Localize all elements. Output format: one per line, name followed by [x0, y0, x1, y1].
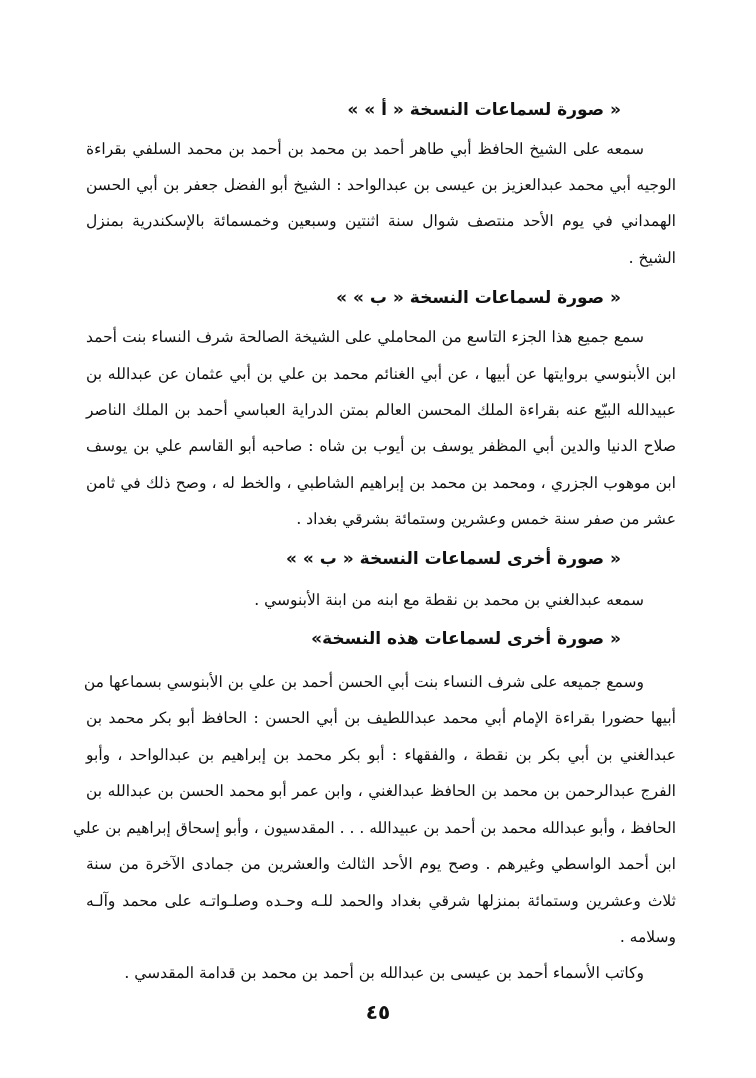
- text-line: الوجيه أبي محمد عبدالعزيز بن عيسى بن عبدالواحد : الشيخ أبو الفضل جعفر بن أبي الحسن: [86, 176, 676, 194]
- page-number: ٤٥: [365, 1000, 391, 1024]
- closing-line: وكاتب الأسماء أحمد بن عيسى بن عبدالله بن أحمد بن محمد بن قدامة المقدسي .: [124, 964, 644, 982]
- text-line: الفرج عبدالرحمن بن محمد بن الحافظ عبدالغني ، وابن عمر أبو محمد الحسن بن عبدالله بن: [86, 782, 676, 800]
- text-line: ثلاث وعشرين وستمائة بمنزلها شرقي بغداد والحمد للـه وحـده وصلـواتـه على محمد وآلـه: [86, 892, 676, 910]
- text-line: الشيخ .: [628, 249, 676, 267]
- text-line: سمعه على الشيخ الحافظ أبي طاهر أحمد بن محمد بن أحمد بن محمد السلفي بقراءة: [86, 140, 644, 158]
- text-line: عبدالغني بن أبي بكر بن نقطة ، والفقهاء : أبو بكر محمد بن إبراهيم بن عبدالواحد ، وأبو: [86, 746, 676, 764]
- text-line: أبيها حضورا بقراءة الإمام أبي محمد عبداللطيف بن أبي الحسن : الحافظ أبو بكر محمد بن: [86, 709, 676, 727]
- section-heading-b: « صورة لسماعات النسخة « ب » »: [336, 288, 621, 308]
- text-line: ابن أحمد الواسطي وغيرهم . وصح يوم الأحد الثالث والعشرين من جمادى الآخرة من سنة: [86, 855, 676, 873]
- section-heading-this-copy: « صورة أخرى لسماعات هذه النسخة»: [311, 629, 621, 649]
- text-line: الحافظ ، وأبو عبدالله محمد بن أحمد بن عبيدالله . . . المقدسيون ، وأبو إسحاق إبراهيم بن علي: [72, 819, 676, 837]
- text-line: ابن الأبنوسي بروايتها عن أبيها ، عن أبي الغنائم محمد بن علي بن أبي عثمان عن عبدالله بن: [86, 365, 676, 383]
- text-line: صلاح الدنيا والدين أبي المظفر يوسف بن أيوب بن شاه : صاحبه أبو القاسم علي بن يوسف: [86, 437, 676, 455]
- text-line: سمع جميع هذا الجزء التاسع من المحاملي على الشيخة الصالحة شرف النساء بنت أحمد: [86, 328, 644, 346]
- section-heading-a: « صورة لسماعات النسخة « أ » »: [347, 100, 621, 120]
- text-line: عبيدالله البيّع عنه بقراءة الملك المحسن العالم بمتن الدراية العباسي أحمد بن الملك الناصر: [86, 401, 676, 419]
- text-line: ابن موهوب الجزري ، ومحمد بن محمد بن إبراهيم الشاطبي ، والخط له ، وصح ذلك في ثامن: [86, 474, 676, 492]
- text-line: وسمع جميعه على شرف النساء بنت أبي الحسن أحمد بن علي بن الأبنوسي بسماعها من: [83, 673, 644, 691]
- text-line: وسلامه .: [619, 928, 676, 946]
- text-line: عشر من صفر سنة خمس وعشرين وستمائة بشرقي بغداد .: [296, 510, 676, 528]
- section-heading-b-other: « صورة أخرى لسماعات النسخة « ب » »: [285, 549, 621, 569]
- text-line: الهمداني في يوم الأحد منتصف شوال سنة اثنتين وسبعين وخمسمائة بالإسكندرية بمنزل: [86, 212, 676, 230]
- text-line: سمعه عبدالغني بن محمد بن نقطة مع ابنه من ابنة الأبنوسي .: [254, 591, 644, 609]
